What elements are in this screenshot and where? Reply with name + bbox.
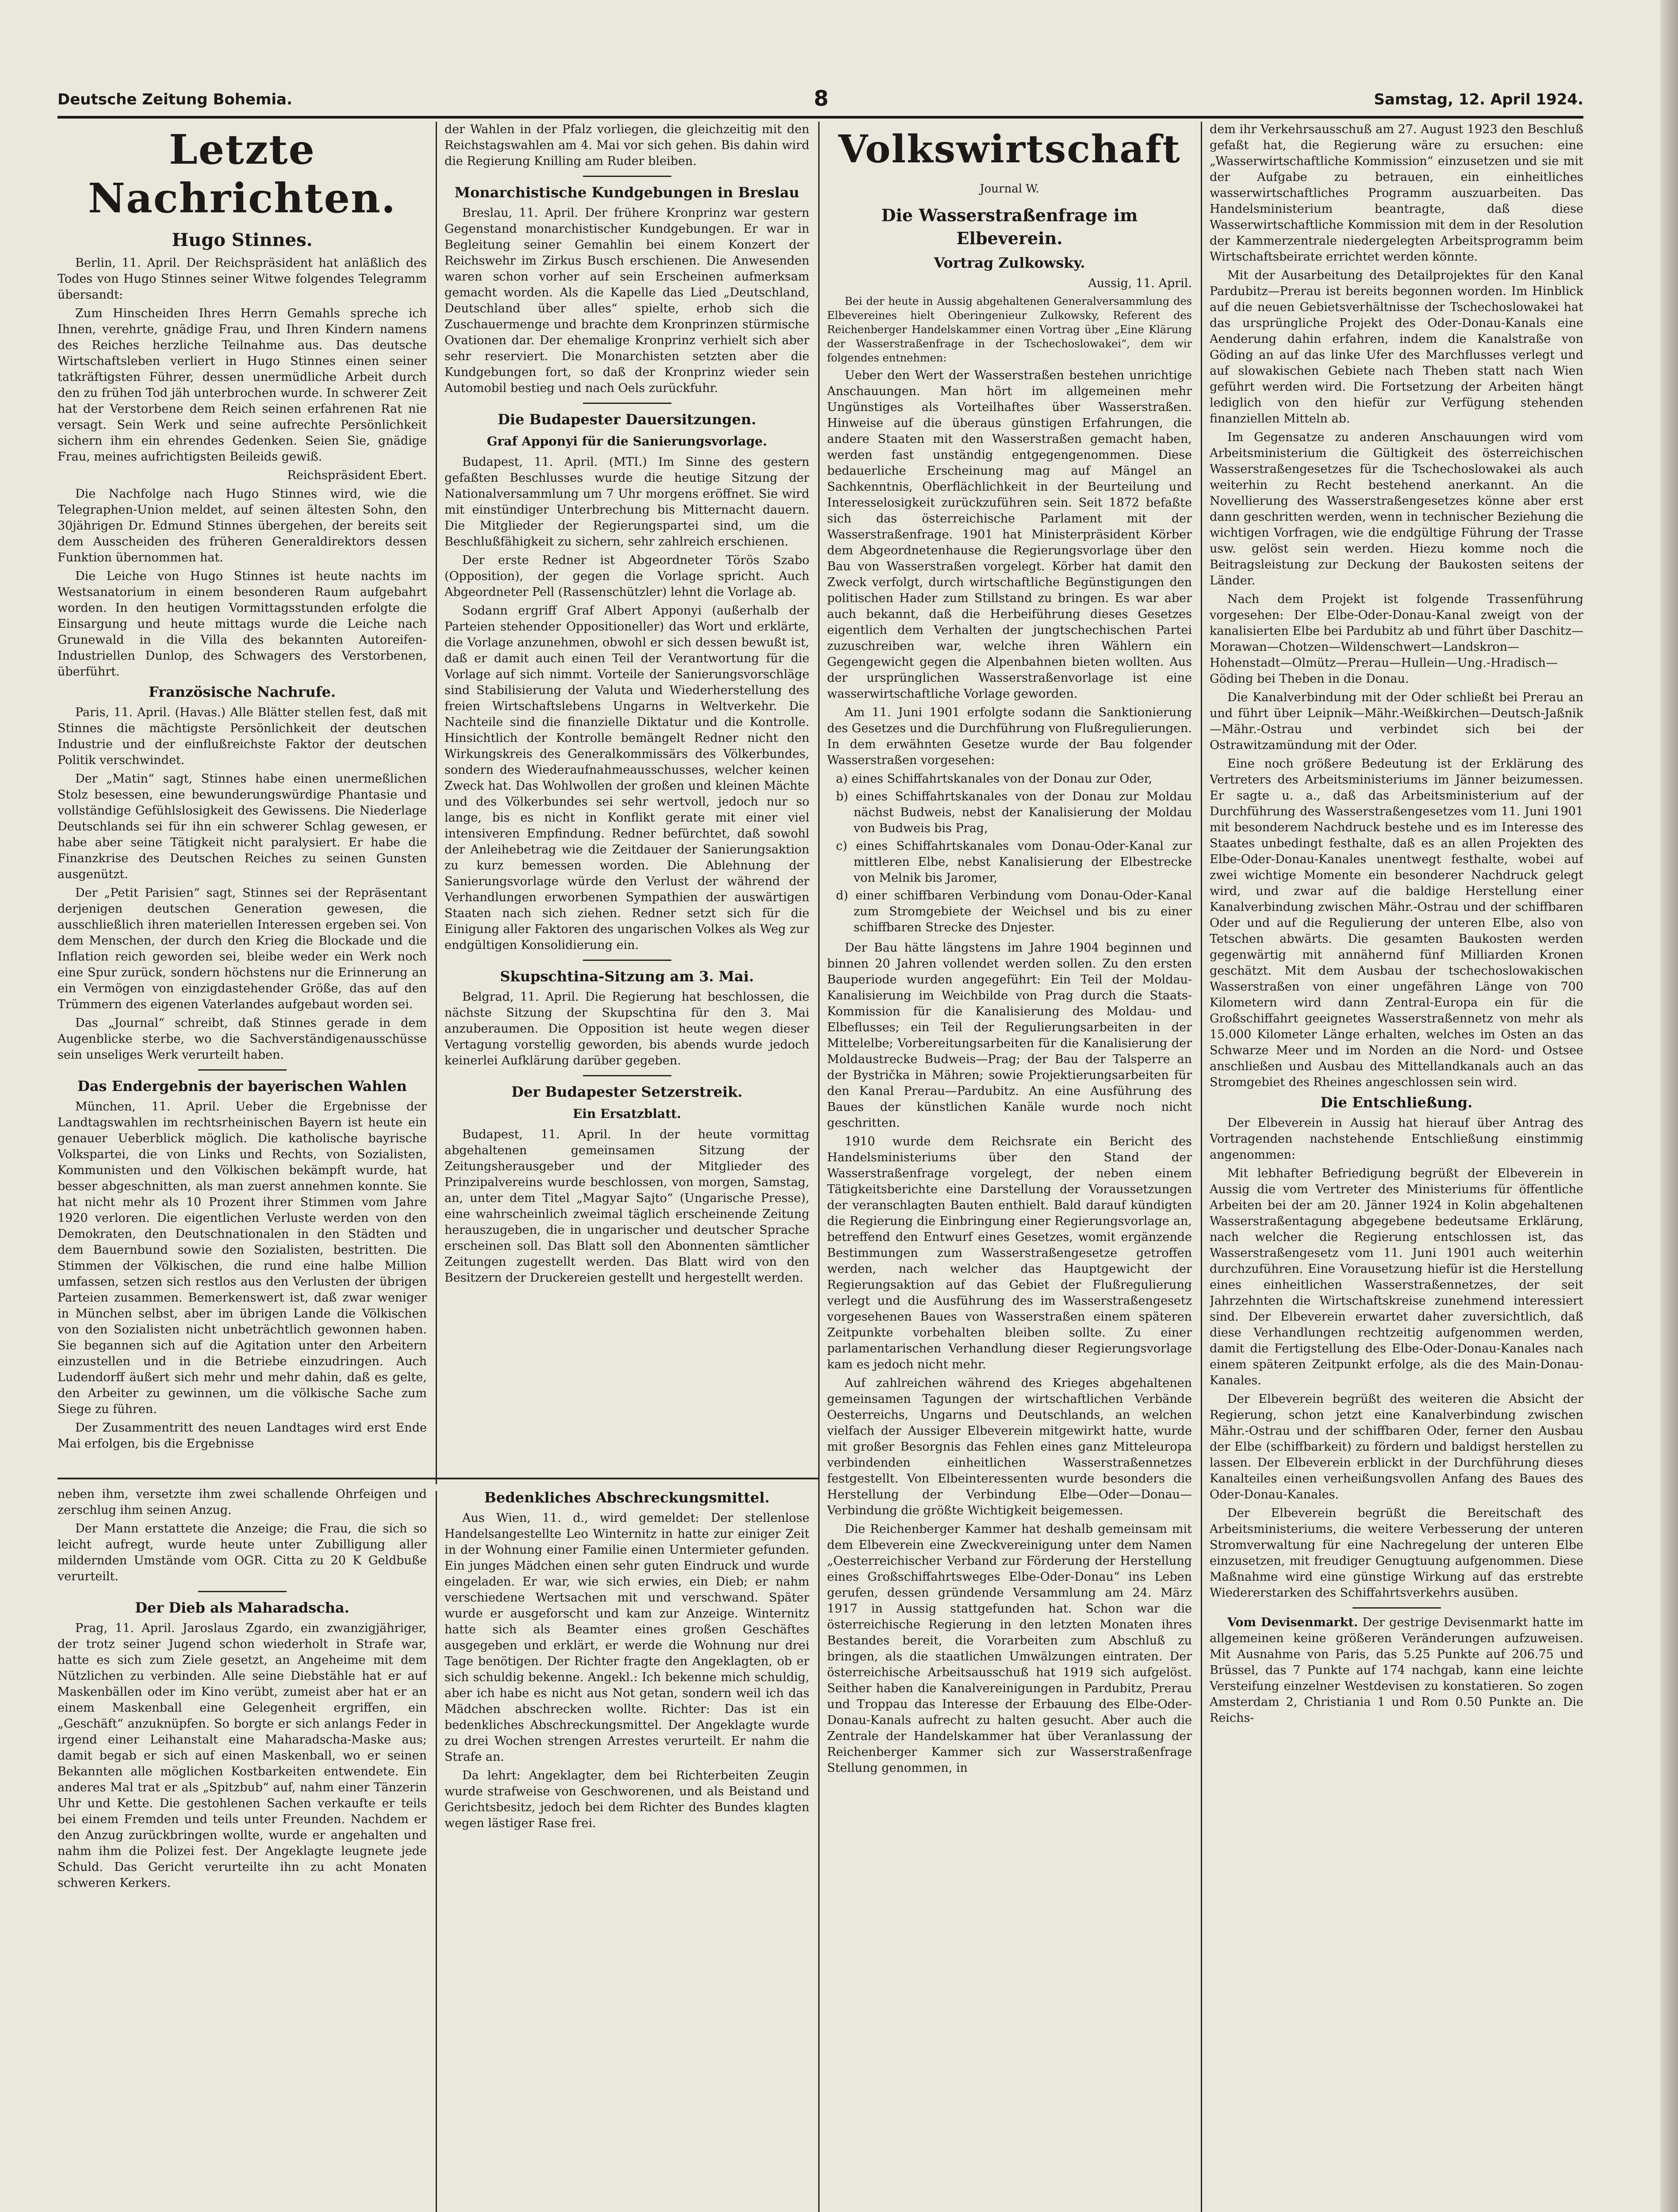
- list-item: b) eines Schiffahrtskanales von der Donau zur Moldau nächst Budweis, nebst der Kanalisierung der Moldau von Budweis bis Prag,: [836, 790, 1192, 835]
- article-divider: [1352, 1607, 1441, 1609]
- list-item: d) einer schiffbaren Verbindung vom Donau-Oder-Kanal zum Stromgebiete der Weichsel und bis zu einer schiffbaren Strecke des Dnjester.: [836, 889, 1192, 934]
- issue-date: Samstag, 12. April 1924.: [1374, 91, 1583, 108]
- article-paragraph: Die Reichenberger Kammer hat deshalb gemeinsam mit dem Elbeverein eine Zweckvereinigung unter dem Namen „Oesterreichischer Verband zur Förderung der Herstellung eines Großschiffahrtsweges Elbe-Oder-Donau“ ins Leben gerufen, dessen gründende Versammlung am 24. März 1917 in Aussig stattgefunden hat. Schon war die österreichische Regierung in den letzten Monaten ihres Bestandes bereit, die Vorarbeiten zum Abschluß zu bringen, als die staatlichen Umwälzungen eintraten. Der österreichische Arbeitsausschuß hat 1919 sich aufgelöst. Seither haben die Kanalvereinigungen in Pardubitz, Prerau und Troppau das Interesse der Erbauung des Elbe-Oder-Donau-Kanals aufrecht zu halten gesucht. Aber auch die Zentrale der Handelskammer hat über Veranlassung der Reichenberger Kammer sich zur Wasserstraßenfrage Stellung genommen, in: [827, 1522, 1192, 1775]
- column-rule-1-lower: [436, 1491, 437, 2212]
- headline-hugo-stinnes: Hugo Stinnes.: [172, 230, 313, 250]
- article-paragraph: Die Kanalverbindung mit der Oder schließt bei Prerau an und führt über Leipnik—Mähr.-Weißkirchen—Deutsch-Jaßnik—Mähr.-Ostrau und verbindet sich bei der Ostrawitzamündung mit der Oder.: [1210, 691, 1583, 752]
- headline-bayerische-wahlen: Das Endergebnis der bayerischen Wahlen: [77, 1078, 407, 1094]
- article-paragraph: [1210, 1615, 1583, 1726]
- column-rule-1: [436, 122, 437, 1484]
- headline-monarchistische-kundgebungen: Monarchistische Kundgebungen in Breslau: [454, 184, 800, 201]
- article-signature: Reichspräsident Ebert.: [287, 469, 427, 482]
- article-paragraph: Die Leiche von Hugo Stinnes ist heute nachts im Westsanatorium in einem besonderen Raum aufgebahrt worden. In den heutigen Vormittagsstunden erfolgte die Einsargung und heute mittags wurde die Leiche nach Grunewald in die Villa des bekannten Autoreifen-Industriellen Dunlop, des Schwagers des Verstorbenen, überführt.: [57, 569, 427, 679]
- article-paragraph: Belgrad, 11. April. Die Regierung hat beschlossen, die nächste Sitzung der Skupschtina für den 3. Mai anzuberaumen. Die Opposition ist heute wegen dieser Vertagung vorstellig geworden, bis abends wurde jedoch keinerlei Aufklärung darüber gegeben.: [444, 990, 809, 1068]
- list-item: a) eines Schiffahrtskanales von der Donau zur Oder,: [836, 772, 1153, 786]
- headline-franzoesische-nachrufe: Französische Nachrufe.: [148, 684, 336, 700]
- article-intro: Bei der heute in Aussig abgehaltenen Generalversammlung des Elbevereines hielt Oberingenieur Zulkowsky, Referent des Reichenberger Handelskammer einen Vortrag über „Eine Klärung der Wasserstraßenfrage in der Tschechoslowakei“, dem wir folgendes entnehmen:: [827, 295, 1192, 364]
- headline-wasserstrassenfrage: Die Wasserstraßenfrage im Elbeverein.: [881, 205, 1138, 248]
- article-divider: [583, 176, 671, 177]
- headline-abschreckungsmittel: Bedenkliches Abschreckungsmittel.: [484, 1489, 770, 1506]
- list-item: c) eines Schiffahrtskanales vom Donau-Oder-Kanal zur mittleren Elbe, nebst Kanalisierung der Elbestrecke von Melnik bis Jaromer,: [836, 839, 1192, 885]
- article-paragraph: München, 11. April. Ueber die Ergebnisse der Landtagswahlen im rechtsrheinischen Bayern ist heute ein genauer Ueberblick möglich. Die katholische bayrische Volkspartei, die von Links und Rechts, von Sozialisten, Kommunisten und den Völkischen bekämpft wurde, hat besser abgeschnitten, als man zuerst annehmen konnte. Sie hat nicht mehr als 10 Prozent ihrer Stimmen vom Jahre 1920 verloren. Die eigentlichen Verluste werden von den Demokraten, den Deutschnationalen in den Städten und dem Bauernbund sowie den Sozialisten, bestritten. Die Stimmen der Völkischen, die rund eine halbe Million umfassen, setzen sich restlos aus den Verlusten der übrigen Parteien zusammen. Bemerkenswert ist, daß zwar weniger in München selbst, aber im übrigen Lande die Völkischen von den Sozialisten nicht unbeträchtlich gewonnen haben. Sie begannen sich auf die Agitation unter den Arbeitern einzustellen und in die Betriebe einzudringen. Auch Ludendorff äußert sich mehr und mehr dahin, daß es gelte, den Arbeiter zu gewinnen, um die völkische Sache zum Siege zu führen.: [57, 1100, 427, 1416]
- article-paragraph: Der „Petit Parisien“ sagt, Stinnes sei der Repräsentant derjenigen deutschen Generation gewesen, die ausschließlich ihren materiellen Interessen ergeben sei. Von dem Menschen, der durch den Krieg die Blockade und die Inflation reich geworden sei, bleibe weder ein Werk noch eine Spur zurück, sondern höchstens nur die Erinnerung an ein Vermögen von einzigdastehender Größe, das auf den Trümmern des eigenen Vaterlandes aufgebaut worden sei.: [57, 886, 427, 1011]
- article-paragraph: der Wahlen in der Pfalz vorliegen, die gleichzeitig mit den Reichstagswahlen am 4. Mai vor sich gehen. Bis dahin wird die Regierung Knilling am Ruder bleiben.: [444, 123, 809, 168]
- byline: Journal W.: [980, 182, 1039, 196]
- column-3: [827, 122, 1192, 2212]
- article-paragraph: Sodann ergriff Graf Albert Apponyi (außerhalb der Parteien stehender Oppositioneller) das Wort und erklärte, die Vorlage anzunehmen, obwohl er sich dessen bewußt ist, daß er damit auch einen Teil der Verantwortung für die Vorlage auf sich nimmt. Vorteile der Sanierungsvorschläge sind Stabilisierung der Valuta und Wiederherstellung des freien Wirtschaftslebens Ungarns in Weltverkehr. Die Nachteile sind die finanzielle Diktatur und die Kontrolle. Hinsichtlich der Kontrolle bemängelt Redner nicht den Wirkungskreis des Generalkommissärs des Völkerbundes, sondern des Wiederaufnahmeausschusses, welcher keinen Zweck hat. Das Wohlwollen der großen und kleinen Mächte und des Völkerbundes sei sehr wertvoll, jedoch nur so lange, bis es nicht in Konflikt gerate mit einer viel intensiveren Empfindung. Redner befürchtet, daß sowohl der Anleihebetrag wie die Zeitdauer der Sanierungsaktion zu kurz bemessen worden. Die Ablehnung der Sanierungsvorlage würde den Verlust der während der Verhandlungen erworbenen Sympathien der auswärtigen Staaten nach sich ziehen. Redner setzt sich für die Einigung aller Faktoren des ungarischen Volkes als Weg zur endgültigen Konsolidierung ein.: [444, 604, 809, 952]
- article-paragraph: Das „Journal“ schreibt, daß Stinnes gerade in dem Augenblicke sterbe, wo die Sachverständigenausschüsse sein unseliges Werk verurteilt haben.: [57, 1016, 427, 1062]
- article-divider: [583, 403, 671, 404]
- article-paragraph: Paris, 11. April. (Havas.) Alle Blätter stellen fest, daß mit Stinnes die mächtigste Persönlichkeit der deutschen Industrie und der einflußreichste Faktor der deutschen Politik verschwindet.: [57, 706, 427, 767]
- headline-dieb-maharadscha: Der Dieb als Maharadscha.: [135, 1599, 349, 1616]
- waterway-list: [827, 771, 1192, 936]
- article-paragraph: Breslau, 11. April. Der frühere Kronprinz war gestern Gegenstand monarchistischer Kundgebungen. Er war in Begleitung seiner Gemahlin bei einem Konzert der Reichswehr im Zirkus Busch erschienen. Die Anwesenden waren schon vorher auf sein Erscheinen aufmerksam gemacht worden. Als die Kapelle das Lied „Deutschland, Deutschland über alles“ spielte, erhob sich die Zuschauermenge und brachte dem Kronprinzen stürmische Ovationen dar. Der ehemalige Kronprinz verhielt sich aber sehr reserviert. Die Monarchisten setzten aber die Kundgebungen fort, so daß der Kronprinz wieder sein Automobil bestieg und nach Oels zurückfuhr.: [444, 206, 809, 395]
- article-paragraph: Zum Hinscheiden Ihres Herrn Gemahls spreche ich Ihnen, verehrte, gnädige Frau, und Ihren Kindern namens des Reiches herzliche Teilnahme aus. Das deutsche Wirtschaftsleben verliert in Hugo Stinnes einen seiner tatkräftigsten Führer, dessen unermüdliche Arbeit durch den zu frühen Tod jäh unterbrochen wurde. In schwerer Zeit hat der Verstorbene dem Reich seinen erfahrenen Rat nie versagt. Sein Werk und seine aufrechte Persönlichkeit sichern ihm ein ehrendes Gedenken. Seien Sie, gnädige Frau, meines aufrichtigsten Beileids gewiß.: [57, 307, 427, 464]
- devisenmarkt-text: Der gestrige Devisenmarkt hatte im allgemeinen keine größeren Veränderungen aufzuweisen. Mit Ausnahme von Paris, das 5.25 Punkte auf 206.75 und Brüssel, das 7 Punkte auf 174 nachgab, kann eine leichte Versteifung einzelner Westdevisen zu konstatieren. So zogen Amsterdam 2, Christiania 1 und Rom 0.50 Punkte an. Die Reichs-: [1210, 1616, 1583, 1725]
- article-paragraph: Ueber den Wert der Wasserstraßen bestehen unrichtige Anschauungen. Man hört im allgemeinen mehr Ungünstiges als Vorteilhaftes über Wasserstraßen. Hinweise auf die überaus günstigen Erfahrungen, die andere Staaten mit den Wasserstraßen gemacht haben, werden fast unständig entgegengenommen. Diese bedauerliche Erscheinung mag auf Mängel an Sachkenntnis, Oberflächlichkeit in der Beurteilung und Interesselosigkeit zurückzuführen sein. Seit 1872 befaßte sich das österreichische Parlament mit der Wasserstraßenfrage. 1901 hat Ministerpräsident Körber dem Abgeordnetenhause die Regierungsvorlage über den Bau von Wasserstraßen vorgelegt. Körber hat damit den Zweck verfolgt, durch wirtschaftliche Begünstigungen den politischen Hader zum Stillstand zu bringen. Es war aber auch bekannt, daß die Herbeiführung dieses Gesetzes eigentlich dem Verhalten der jungtschechischen Partei zuzuschreiben war, welche ihren Wählern ein Gegengewicht gegen die Alpenbahnen bieten wollten. Aus der ursprünglichen Wasserstraßenvorlage ist eine wasserwirtschaftliche Vorlage geworden.: [827, 369, 1192, 701]
- article-paragraph: Die Nachfolge nach Hugo Stinnes wird, wie die Telegraphen-Union meldet, auf seinen ältesten Sohn, den 30jährigen Dr. Edmund Stinnes übergehen, der bereits seit dem Ausscheiden des früheren Generaldirektors dessen Funktion übernommen hat.: [57, 487, 427, 565]
- article-paragraph: Der Zusammentritt des neuen Landtages wird erst Ende Mai erfolgen, bis die Ergebnisse: [57, 1421, 427, 1451]
- article-paragraph: Da lehrt: Angeklagter, dem bei Richterbeiten Zeugin wurde strafweise von Geschworenen, und als Beistand und Gerichtsbesitz, jedoch bei dem Richter des Bundes klagten wegen lästiger Rase frei.: [444, 1769, 809, 1830]
- article-paragraph: Prag, 11. April. Jaroslaus Zgardo, ein zwanzigjähriger, der trotz seiner Jugend schon wiederholt in Strafe war, hatte es sich zum Ziele gesetzt, an Angeheime mit dem Nützlichen zu verbinden. Alle seine Diebstähle hat er auf Maskenbällen oder im Kino verübt, zumeist aber hat er an einem Maskenball eine Gelegenheit ergriffen, ein „Geschäft“ anzuknüpfen. So borgte er sich anlangs Feder in irgend einer Leihanstalt eine Maharadscha-Maske aus; damit begab er sich auf einen Maskenball, wo er seinen Bekannten alle möglichen Kostbarkeiten entwendete. Ein anderes Mal trat er als „Spitzbub“ auf, nahm einer Tänzerin Uhr und Kette. Die gestohlenen Sachen verkaufte er teils bei einem Fremden und teils unter Freunden. Nachdem er den Anzug zurückbringen wollte, wurde er angehalten und nahm ihm die Polizei fest. Der Angeklagte leugnete jede Schuld. Das Gericht verurteilte ihn zu acht Monaten schweren Kerkers.: [57, 1621, 427, 1890]
- article-paragraph: Budapest, 11. April. In der heute vormittag abgehaltenen gemeinsamen Sitzung der Zeitungsherausgeber und der Mitglieder des Prinzipalvereins wurde beschlossen, von morgen, Samstag, an, unter dem Titel „Magyar Sajto“ (Ungarische Presse), eine wahrscheinlich zweimal täglich erscheinende Zeitung herauszugeben, die in ungarischer und deutscher Sprache erscheinen soll. Das Blatt soll den Abonnenten sämtlicher Zeitungen zugestellt werden. Das Blatt wird von den Besitzern der Druckereien gestellt und hergestellt werden.: [444, 1128, 809, 1285]
- column-rule-3: [1201, 122, 1202, 2212]
- headline-skupschtina: Skupschtina-Sitzung am 3. Mai.: [500, 968, 754, 985]
- page-edge-shadow: [1660, 0, 1678, 2212]
- article-paragraph: Mit der Ausarbeitung des Detailprojektes für den Kanal Pardubitz—Prerau ist bereits begonnen worden. Im Hinblick auf die neuen Gebietsverhältnisse der Tschechoslowakei hat das ursprüngliche Projekt des Oder-Donau-Kanals eine Aenderung dahin erfahren, indem die Kanalstraße von Göding an auf das linke Ufer des Marchflusses verlegt und auf slowakischen Gebiete nach Theben statt nach Wien geführt werden wird. Die Fortsetzung der Arbeiten hängt lediglich von den hiefür zur Verfügung stehenden finanziellen Mitteln ab.: [1210, 269, 1583, 426]
- article-paragraph: Nach dem Projekt ist folgende Trassenführung vorgesehen: Der Elbe-Oder-Donau-Kanal zweigt von der kanalisierten Elbe bei Pardubitz ab und führt über Daschitz—Morawan—Chotzen—Wildenschwert—Landskron—Hohenstadt—Olmütz—Prerau—Hullein—Ung.-Hradisch—Göding bei Theben in die Donau.: [1210, 592, 1583, 686]
- article-paragraph: Im Gegensatze zu anderen Anschauungen wird vom Arbeitsministerium die Gültigkeit des österreichischen Wasserstraßengesetzes für die Tschechoslowakei als auch weiterhin zu Recht bestehend anerkannt. An die Novellierung des Wasserstraßengesetzes könne aber erst dann geschritten werden, wenn in technischer Beziehung die wichtigen Vorfragen, wie die endgültige Führung der Trasse usw. gelöst sein werden. Hiezu komme noch die Beitragsleistung zur Deckung der Baukosten seitens der Länder.: [1210, 430, 1583, 588]
- article-paragraph: Der Elbeverein begrüßt die Bereitschaft des Arbeitsministeriums, die weitere Verbesserung der unteren Stromverwaltung für eine Nachregelung der unteren Elbe einzusetzen, mit freudiger Genugtuung aufgenommen. Diese Maßnahme wird eine günstige Wirkung auf das erstrebte Wiedererstarken des Schiffahrtsverkehrs ausüben.: [1210, 1506, 1583, 1600]
- dateline: Aussig, 11. April.: [1088, 276, 1192, 290]
- bottom-column-1: [57, 1486, 427, 2212]
- article-paragraph: neben ihm, versetzte ihm zwei schallende Ohrfeigen und zerschlug ihm seinen Anzug.: [57, 1487, 427, 1517]
- section-title-letzte-nachrichten: Letzte Nachrichten.: [88, 126, 396, 222]
- article-paragraph: Der Elbeverein in Aussig hat hierauf über Antrag des Vortragenden nachstehende Entschließung einstimmig angenommen:: [1210, 1116, 1583, 1162]
- article-paragraph: Budapest, 11. April. (MTI.) Im Sinne des gestern gefaßten Beschlusses wurde die heutige Sitzung der Nationalversammlung um 7 Uhr morgens eröffnet. Sie wird mit einstündiger Unterbrechung bis Mitternacht dauern. Die Mitglieder der Regierungspartei sind, um die Beschlußfähigkeit zu sichern, sehr zahlreich erschienen.: [444, 455, 809, 549]
- section-rule: [57, 1478, 818, 1479]
- column-2: [444, 122, 809, 1471]
- article-paragraph: Der Elbeverein begrüßt des weiteren die Absicht der Regierung, schon jetzt eine Kanalverbindung zwischen Mähr.-Ostrau und der schiffbaren Oder, ferner den Ausbau der Elbe (schiffbarkeit) zu fördern und baldigst herstellen zu lassen. Der Elbeverein erblickt in der Durchführung dieses Kanalteiles einen verheißungsvollen Anfang des Baues des Oder-Donau-Kanales.: [1210, 1392, 1583, 1502]
- article-paragraph: Der erste Redner ist Abgeordneter Törös Szabo (Opposition), der gegen die Vorlage spricht. Auch Abgeordneter Pell (Rassenschützler) lehnt die Vorlage ab.: [444, 553, 809, 599]
- article-paragraph: 1910 wurde dem Reichsrate ein Bericht des Handelsministeriums über den Stand der Wasserstraßenfrage vorgelegt, der neben einem Tätigkeitsberichte eine Darstellung der Voraussetzungen der veranschlagten Bauten enthielt. Bald darauf kündigten die Regierung die Einbringung einer Regierungsvorlage an, betreffend den Entwurf eines Gesetzes, womit ergänzende Bestimmungen zum Wasserstraßengesetze getroffen werden, nach welcher das Hauptgewicht der Regierungsaktion auf das Gebiet der Flußregulierung verlegt und die Ausführung des im Wasserstraßengesetz vorgesehenen Baues von Wasserstraßen einem späteren Zeitpunkte vorbehalten bleiben sollte. Zu einer parlamentarischen Verhandlung dieser Regierungsvorlage kam es jedoch nicht mehr.: [827, 1135, 1192, 1371]
- subheadline-apponyi: Graf Apponyi für die Sanierungsvorlage.: [487, 434, 767, 449]
- article-paragraph: Aus Wien, 11. d., wird gemeldet: Der stellenlose Handelsangestellte Leo Winternitz in hatte zur einiger Zeit in der Wohnung einer Familie einen Untermieter gefunden. Ein junges Mädchen einen sehr guten Eindruck und wurde eingeladen. Er war, wie sich erwies, ein Dieb; er nahm verschiedene Wertsachen mit und verschwand. Später wurde er ausgeforscht und kam zur Anzeige. Winternitz hatte sich als Beamter eines großen Geschäftes ausgegeben und erklärt, er werde die Wohnung nur drei Tage benötigen. Der Richter fragte den Angeklagten, ob er sich schuldig bekenne. Angekl.: Ich bekenne mich schuldig, aber ich habe es nicht aus Not getan, sondern weil ich das Mädchen abschrecken wollte. Richter: Das ist ein bedenkliches Abschreckungsmittel. Der Angeklagte wurde zu drei Wochen strengen Arrestes verurteilt. Er nahm die Strafe an.: [444, 1511, 809, 1764]
- headline-devisenmarkt: Vom Devisenmarkt.: [1227, 1616, 1358, 1629]
- article-divider: [583, 960, 671, 961]
- article-paragraph: dem ihr Verkehrsausschuß am 27. August 1923 den Beschluß gefaßt hat, die Regierung wäre zu ersuchen: eine „Wasserwirtschaftliche Kommission“ einzusetzen und sie mit der Aufgabe zu betrauen, ein einheitliches wasserwirtschaftliches Programm auszuarbeiten. Das Handelsministerium beantragte, daß diese Wasserwirtschaftliche Kommission mit dem in der Resolution der Kammerzentrale niedergelegten Arbeitsprogramm beim Wirtschaftsbeirate errichtet werden könnte.: [1210, 123, 1583, 264]
- article-divider: [198, 1591, 287, 1592]
- page-number: 8: [814, 86, 829, 111]
- headline-setzerstreik: Der Budapester Setzerstreik.: [511, 1083, 743, 1100]
- article-paragraph: Berlin, 11. April. Der Reichspräsident hat anläßlich des Todes von Hugo Stinnes seiner Witwe folgendes Telegramm übersandt:: [57, 256, 427, 302]
- column-4: [1210, 122, 1583, 2212]
- headline-budapester-dauersitzungen: Die Budapester Dauersitzungen.: [498, 411, 756, 428]
- subheadline-vortrag: Vortrag Zulkowsky.: [934, 254, 1085, 271]
- article-paragraph: Auf zahlreichen während des Krieges abgehaltenen gemeinsamen Tagungen der wirtschaftlichen Verbände Oesterreichs, Ungarns und Deutschlands, an welchen vielfach der Aussiger Elbeverein mitgewirkt hatte, wurde mit großer Besorgnis das Fehlen eines ganz Mitteleuropa verbindenden einheitlichen Wasserstraßennetzes festgestellt. Von Elbeinteressenten wurde besonders die Herstellung der Verbindung Elbe—Oder—Donau—Verbindung die größte Wichtigkeit beigemessen.: [827, 1376, 1192, 1517]
- headline-entschliessung: Die Entschließung.: [1320, 1094, 1473, 1111]
- article-paragraph: Der Bau hätte längstens im Jahre 1904 beginnen und binnen 20 Jahren vollendet werden sollen. Zu den ersten Bauperiode wurden angegeführt: Ein Teil der Moldau-Kanalisierung im Weichbilde von Prag durch die Staats-Kommission für die Kanalisierung des Moldau- und Elbeflusses; ein Teil der Regulierungsarbeiten in der Mittelelbe; Vorbereitungsarbeiten für die Kanalisierung der Moldaustrecke Budweis—Prag; der Bau der Talsperre an der Bystrička in Mähren; sowie Projektierungsarbeiten für den Kanal Prerau—Pardubitz. An eine Ausführung des Baues der künstlichen Kanäle wurde noch nicht geschritten.: [827, 941, 1192, 1130]
- article-divider: [583, 1075, 671, 1076]
- article-paragraph: Eine noch größere Bedeutung ist der Erklärung des Vertreters des Arbeitsministeriums im Jänner beizumessen. Er sagte u. a., daß das Arbeitsministerium auf der Durchführung des Wasserstraßengesetzes vom 11. Juni 1901 mit besonderem Nachdruck bestehe und es im Interesse des Staates unbedingt festhalte, daß es an allen Projekten des Elbe-Oder-Donau-Kanales unentwegt festhalte, wobei auf zwei wichtige Momente ein besonderer Nachdruck gelegt wird, und zwar auf die baldige Herstellung einer Kanalverbindung zwischen Mähr.-Ostrau und der schiffbaren Oder und auf die Regulierung der unteren Elbe, also von Tetschen abwärts. Die gesamten Baukosten werden gegenwärtig mit annähernd fünf Milliarden Kronen geschätzt. Mit dem Ausbau der tschechoslowakischen Wasserstraßen von einer ungefähren Länge von 700 Kilometern wird dann Zentral-Europa ein für die Großschiffahrt geeignetes Wasserstraßennetz von mehr als 15.000 Kilometer Länge erhalten, welches im Osten an das Schwarze Meer und im Norden an die Nord- und Ostsee anschließen und Ausbau des Mittellandkanals auch an das Stromgebiet des Rheines angeschlossen sein wird.: [1210, 757, 1583, 1089]
- subheadline-ersatzblatt: Ein Ersatzblatt.: [573, 1106, 681, 1121]
- column-rule-2: [818, 122, 820, 2212]
- article-paragraph: Mit lebhafter Befriedigung begrüßt der Elbeverein in Aussig die vom Vertreter des Ministeriums für öffentliche Arbeiten bei der am 20. Jänner 1924 in Kolin abgehaltenen Wasserstraßentagung abgegebene bedeutsame Erklärung, nach welcher die Regierung entschlossen ist, das Wasserstraßengesetz vom 11. Juni 1901 auch weiterhin durchzuführen. Eine Vorausetzung hiefür ist die Herstellung eines einheitlichen Wasserstraßennetzes, der seit Jahrzehnten die Wirtschaftskreise zunehmend interessiert sind. Der Elbeverein erwartet daher zuversichtlich, daß diese Verhandlungen rechtzeitig aufgenommen werden, damit die Fertigstellung des Elbe-Oder-Donau-Kanales nach einem späteren Zeitpunkt erfolge, als die des Main-Donau-Kanales.: [1210, 1167, 1583, 1387]
- article-divider: [198, 1069, 287, 1071]
- page-header: [57, 86, 1583, 117]
- section-title-volkswirtschaft: Volkswirtschaft: [838, 127, 1181, 172]
- article-paragraph: Am 11. Juni 1901 erfolgte sodann die Sanktionierung des Gesetzes und die Durchführung von Flußregulierungen. In dem erwähnten Gesetze wurde der Bau folgender Wasserstraßen vorgesehen:: [827, 706, 1192, 767]
- bottom-column-2: [444, 1486, 809, 2212]
- newspaper-name: Deutsche Zeitung Bohemia.: [57, 91, 292, 108]
- column-1: [57, 122, 427, 1471]
- article-paragraph: Der Mann erstattete die Anzeige; die Frau, die sich so leicht aufregt, wurde heute unter Zubilligung aller mildernden Umstände vom OGR. Citta zu 20 K Geldbuße verurteilt.: [57, 1522, 427, 1583]
- header-rule: [57, 116, 1583, 119]
- article-paragraph: Der „Matin“ sagt, Stinnes habe einen unermeßlichen Stolz besessen, eine bewunderungswürdige Phantasie und vollständige Gefühlslosigkeit des Gewissens. Die Niederlage Deutschlands sei für ihn ein schwerer Schlag gewesen, er habe aber seine Tätigkeit nicht paralysiert. Er habe die Finanzkrise des Deutschen Reiches zu seinen Gunsten ausgenützt.: [57, 772, 427, 881]
